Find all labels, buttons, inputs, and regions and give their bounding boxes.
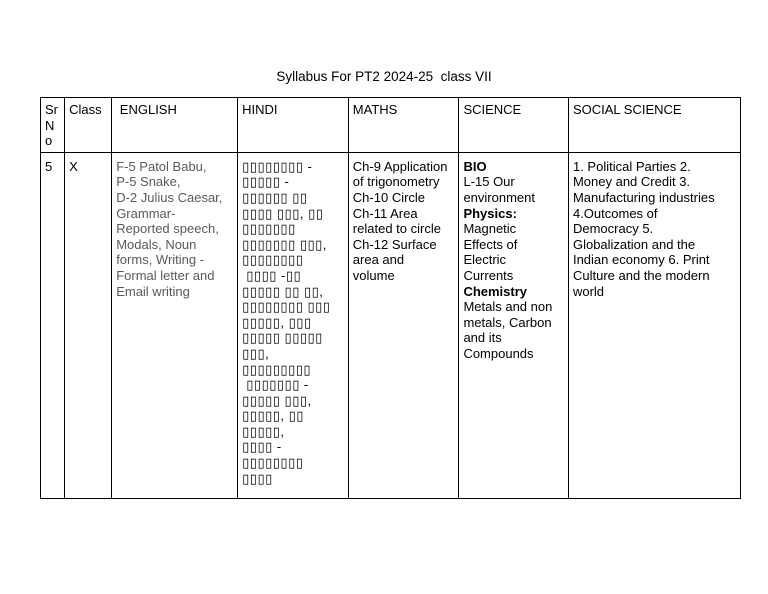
maths-line: related to circle: [352, 221, 441, 237]
hindi-line: ▯▯▯▯▯, ▯▯: [242, 408, 304, 424]
hindi-line: ▯▯▯▯▯▯▯▯ -: [242, 158, 313, 174]
english-line: D-2 Julius Caesar,: [116, 189, 223, 205]
cell-social-science: [568, 152, 740, 498]
english-line: Modals, Noun: [116, 236, 197, 252]
social-science-line: world: [572, 283, 605, 299]
hindi-line: ▯▯▯,: [242, 345, 270, 361]
header-social-science: SOCIAL SCIENCE: [568, 98, 740, 153]
science-line: Electric: [463, 252, 507, 268]
header-english: ENGLISH: [112, 98, 238, 153]
hindi-line: ▯▯▯▯▯▯ ▯▯: [242, 189, 308, 205]
science-line: Magnetic: [463, 221, 517, 237]
header-science: SCIENCE: [459, 98, 569, 153]
science-physics-label: Physics:: [463, 205, 517, 221]
maths-line: Ch-11 Area: [352, 205, 418, 221]
science-line: environment: [463, 189, 535, 205]
maths-line: Ch-10 Circle: [352, 189, 426, 205]
social-science-line: Globalization and the: [572, 236, 696, 252]
table-header-row: [41, 98, 741, 153]
hindi-line: ▯▯▯▯▯▯▯▯▯: [242, 361, 312, 377]
hindi-line: ▯▯▯▯▯▯▯▯: [242, 455, 304, 471]
maths-line: Ch-9 Application: [352, 158, 448, 174]
social-science-line: 1. Political Parties 2.: [572, 158, 691, 174]
hindi-line: ▯▯▯▯ -▯▯: [242, 267, 302, 283]
science-line: Metals and non: [463, 299, 553, 315]
cell-english: [112, 152, 238, 498]
english-line: Reported speech,: [116, 221, 219, 237]
hindi-line: ▯▯▯▯ ▯▯▯, ▯▯: [242, 205, 324, 221]
maths-line: Ch-12 Surface: [352, 236, 437, 252]
header-maths: MATHS: [348, 98, 459, 153]
english-line: Formal letter and: [116, 267, 215, 283]
hindi-line: ▯▯▯▯▯,: [242, 423, 285, 439]
science-chemistry-label: Chemistry: [463, 283, 528, 299]
cell-sr-no: 5: [41, 152, 65, 498]
hindi-line: ▯▯▯▯▯, ▯▯▯: [242, 314, 312, 330]
english-line: Grammar-: [116, 205, 176, 221]
cell-maths: [348, 152, 459, 498]
hindi-line: ▯▯▯▯▯▯▯ -: [242, 377, 309, 393]
hindi-line: ▯▯▯▯▯▯▯ ▯▯▯,: [242, 236, 327, 252]
hindi-line: ▯▯▯▯▯ ▯▯ ▯▯,: [242, 283, 324, 299]
hindi-line: ▯▯▯▯▯ ▯▯▯,: [242, 392, 312, 408]
science-line: Currents: [463, 267, 514, 283]
social-science-line: Democracy 5.: [572, 221, 654, 237]
table-row: [41, 152, 741, 498]
hindi-line: ▯▯▯▯ -: [242, 439, 282, 455]
hindi-line: ▯▯▯▯▯▯▯▯: [242, 252, 304, 268]
header-class: Class: [65, 98, 112, 153]
hindi-line: ▯▯▯▯▯ -: [242, 174, 290, 190]
hindi-line: ▯▯▯▯▯▯▯: [242, 221, 296, 237]
page-title: Syllabus For PT2 2024-25 class VII: [276, 69, 492, 84]
social-science-line: 4.Outcomes of: [572, 205, 658, 221]
cell-hindi: [238, 152, 349, 498]
syllabus-table: [40, 97, 741, 499]
maths-line: of trigonometry: [352, 174, 440, 190]
english-line: P-5 Snake,: [116, 174, 181, 190]
social-science-line: Money and Credit 3.: [572, 174, 691, 190]
cell-science: [459, 152, 569, 498]
english-line: F-5 Patol Babu,: [116, 158, 207, 174]
science-line: and its: [463, 330, 502, 346]
social-science-line: Culture and the modern: [572, 267, 710, 283]
science-bio-label: BIO: [463, 158, 487, 174]
science-line: L-15 Our: [463, 174, 515, 190]
science-line: metals, Carbon: [463, 314, 552, 330]
english-line: forms, Writing -: [116, 252, 205, 268]
science-line: Compounds: [463, 345, 534, 361]
hindi-line: ▯▯▯▯▯▯▯▯ ▯▯▯: [242, 299, 331, 315]
english-line: Email writing: [116, 283, 190, 299]
hindi-line: ▯▯▯▯: [242, 470, 273, 486]
hindi-line: ▯▯▯▯▯ ▯▯▯▯▯: [242, 330, 323, 346]
social-science-line: Indian economy 6. Print: [572, 252, 710, 268]
social-science-line: Manufacturing industries: [572, 189, 715, 205]
header-hindi: HINDI: [238, 98, 349, 153]
maths-line: volume: [352, 267, 395, 283]
science-line: Effects of: [463, 236, 518, 252]
header-sr-no: Sr No: [41, 98, 65, 153]
maths-line: area and: [352, 252, 405, 268]
cell-class: X: [65, 152, 112, 498]
